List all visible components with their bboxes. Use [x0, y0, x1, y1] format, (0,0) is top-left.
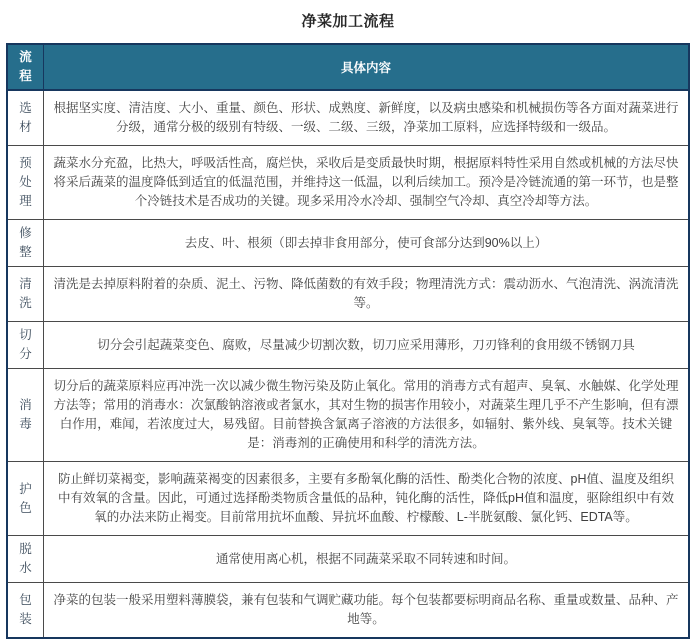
- process-cell: 消毒: [8, 369, 44, 461]
- process-cell: 切分: [8, 322, 44, 368]
- content-cell: 根据坚实度、清洁度、大小、重量、颜色、形状、成熟度、新鲜度，以及病虫感染和机械损伤等各方面对蔬菜进行分级，通常分极的级别有特级、一级、二级、三级，净菜加工原料，应选择特级和一级品。: [53, 101, 679, 134]
- table-row: [8, 322, 688, 369]
- table-row: [8, 220, 688, 267]
- content-cell: 蔬菜水分充盈，比热大，呼吸活性高，腐烂快，采收后是变质最快时期，根据原料特性采用自然或机械的方法尽快将采后蔬菜的温度降低到适宜的低温范围，并维持这一低温，以利后续加工。预冷是冷链流通的第一环节，也是整个冷链技术是否成功的关键。现多采用冷水冷却、强制空气冷却、真空冷却等方法。: [53, 156, 679, 208]
- table-row: [8, 583, 688, 637]
- content-cell: 清洗是去掉原料附着的杂质、泥土、污物、降低菌数的有效手段；物理清洗方式：震动沥水、气泡清洗、涡流清洗等。: [53, 277, 679, 310]
- content-cell: 防止鲜切菜褐变，影响蔬菜褐变的因素很多，主要有多酚氧化酶的活性、酚类化合物的浓度、pH值、温度及组织中有效氧的含量。因此，可通过选择酚类物质含量低的品种，钝化酶的活性，降低pH值和温度，驱除组织中有效氧的办法来防止褐变。目前常用抗坏血酸、异抗坏血酸、柠檬酸、L-半胱氨酸、氯化钙、EDTA等。: [58, 472, 674, 524]
- process-cell: 护色: [8, 462, 44, 535]
- process-cell: 包装: [8, 583, 44, 637]
- table-row: [8, 369, 688, 462]
- content-cell: 净菜的包装一般采用塑料薄膜袋，兼有包装和气调贮藏功能。每个包装都要标明商品名称、重量或数量、品种、产地等。: [53, 593, 679, 626]
- process-cell: 修整: [8, 220, 44, 266]
- process-table: [6, 43, 690, 639]
- table-row: [8, 267, 688, 322]
- content-cell: 切分后的蔬菜原料应再冲洗一次以减少微生物污染及防止氧化。常用的消毒方式有超声、臭氧、水触媒、化学处理方法等；常用的消毒水：次氯酸钠溶液或者氯水，其对生物的损害作用较小，对蔬菜生理几乎不产生影响，但有漂白作用，难闻，若浓度过大，易残留。目前替换含氯离子溶液的方法很多，如辐射、紫外线、臭氧等。技术关键是：消毒剂的正确使用和科学的清洗方法。: [53, 379, 679, 450]
- header-cell-process: 流程: [8, 45, 44, 89]
- table-body: [8, 91, 688, 637]
- content-cell: 切分会引起蔬菜变色、腐败，尽量减少切割次数，切刀应采用薄形，刀刃锋利的食用级不锈钢刀具: [97, 337, 635, 352]
- content-cell: 去皮、叶、根须（即去掉非食用部分，使可食部分达到90%以上）: [184, 235, 548, 250]
- table-header-row: [8, 45, 688, 91]
- content-cell: 通常使用离心机，根据不同蔬菜采取不同转速和时间。: [215, 551, 516, 566]
- process-cell: 脱水: [8, 536, 44, 582]
- process-cell: 清洗: [8, 267, 44, 321]
- header-cell-content: 具体内容: [340, 61, 391, 75]
- table-row: [8, 146, 688, 220]
- page-title: 净菜加工流程: [301, 13, 395, 30]
- table-row: [8, 536, 688, 583]
- table-row: [8, 462, 688, 536]
- process-cell: 选材: [8, 91, 44, 145]
- process-cell: 预处理: [8, 146, 44, 219]
- table-row: [8, 91, 688, 146]
